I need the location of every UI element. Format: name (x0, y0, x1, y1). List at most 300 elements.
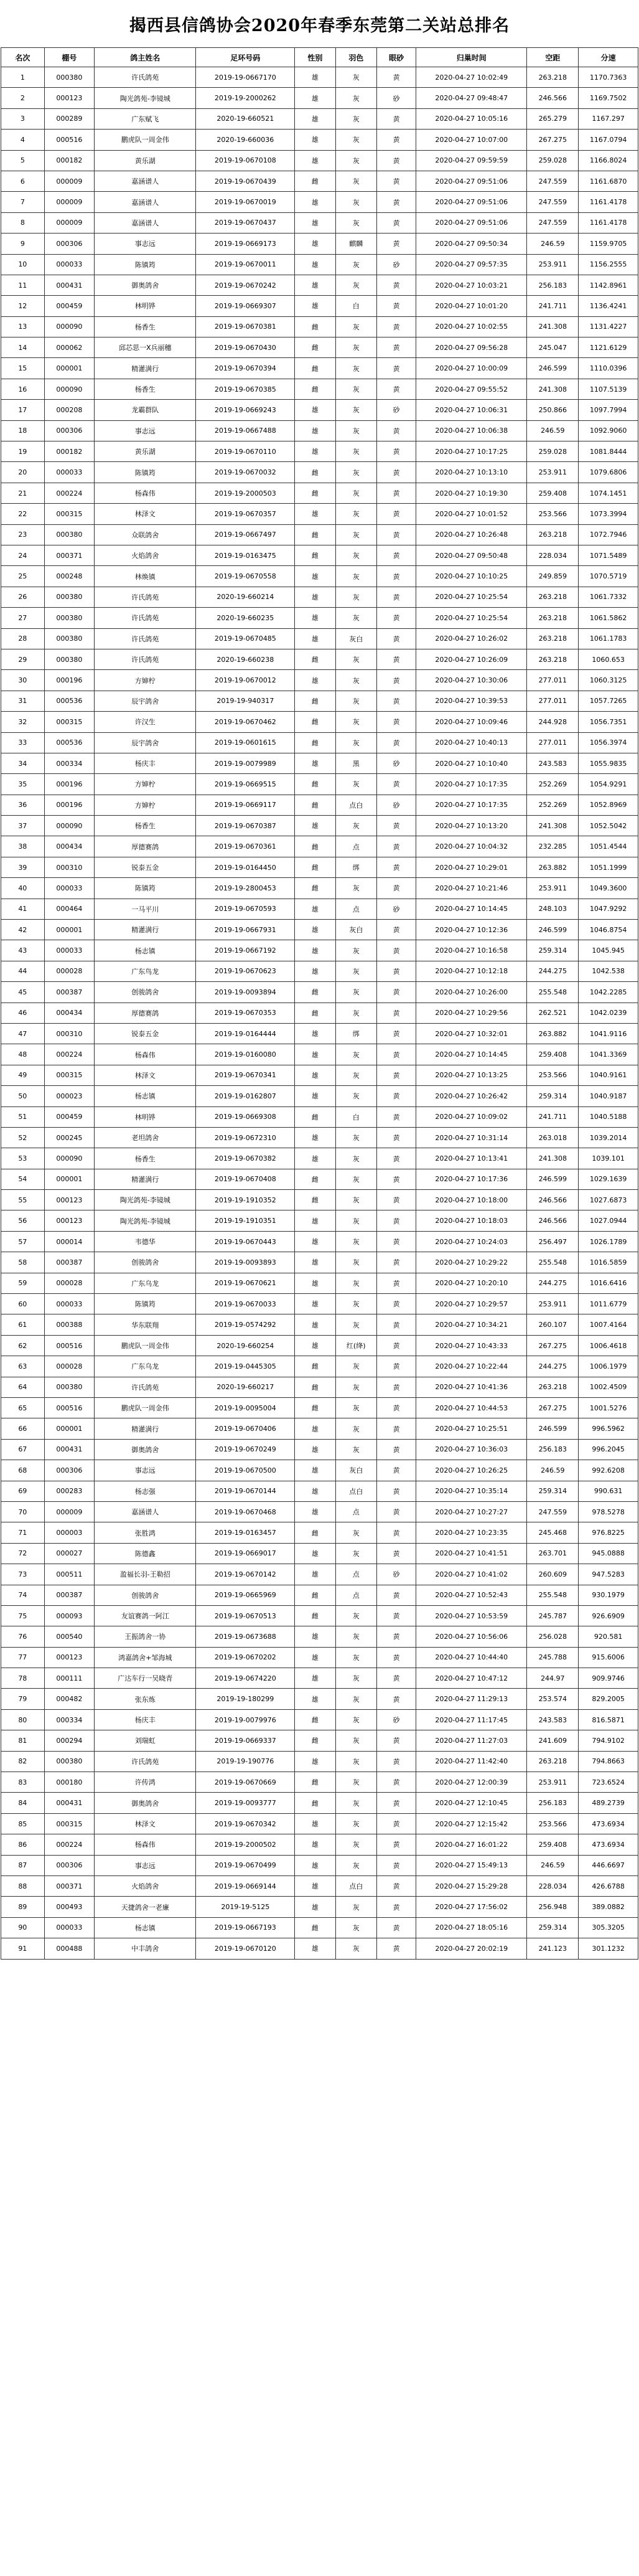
cell-speed: 301.1232 (579, 1938, 638, 1959)
cell-owner: 锐泰五金 (95, 857, 196, 877)
cell-eye: 黄 (376, 1730, 416, 1751)
cell-ring: 2019-19-0670120 (196, 1938, 295, 1959)
cell-owner: 方婶柠 (95, 774, 196, 795)
cell-color: 点 (335, 1585, 376, 1605)
table-row (1, 1252, 638, 1273)
cell-speed: 1161.6870 (579, 171, 638, 191)
cell-arrival: 2020-04-27 10:17:35 (416, 774, 527, 795)
cell-distance: 244.275 (527, 1356, 579, 1377)
cell-arrival: 2020-04-27 10:19:30 (416, 483, 527, 503)
cell-owner: 创骏鸽舍 (95, 982, 196, 1003)
cell-owner: 陶光鸽苑-李镜城 (95, 88, 196, 108)
cell-arrival: 2020-04-27 11:29:13 (416, 1689, 527, 1709)
cell-color: 灰 (335, 587, 376, 607)
table-row (1, 753, 638, 773)
cell-speed: 794.8663 (579, 1751, 638, 1772)
cell-rank: 56 (1, 1210, 45, 1231)
cell-speed: 1041.3369 (579, 1044, 638, 1065)
cell-color: 灰 (335, 1252, 376, 1273)
cell-ring: 2019-19-0670019 (196, 192, 295, 212)
cell-arrival: 2020-04-27 10:16:58 (416, 940, 527, 961)
cell-distance: 263.218 (527, 628, 579, 649)
cell-sex: 雌 (295, 1377, 335, 1397)
table-row (1, 504, 638, 524)
cell-loft: 000516 (44, 130, 95, 150)
cell-eye: 黄 (376, 940, 416, 961)
cell-ring: 2020-19-660254 (196, 1335, 295, 1356)
cell-owner: 创骏鸽舍 (95, 1585, 196, 1605)
cell-eye: 黄 (376, 774, 416, 795)
cell-sex: 雄 (295, 1127, 335, 1148)
cell-distance: 241.308 (527, 1148, 579, 1169)
cell-color: 灰 (335, 1709, 376, 1730)
cell-owner: 一马平川 (95, 899, 196, 919)
cell-loft: 000196 (44, 670, 95, 691)
cell-distance: 263.218 (527, 608, 579, 628)
cell-distance: 253.566 (527, 504, 579, 524)
cell-rank: 62 (1, 1335, 45, 1356)
cell-speed: 1073.3994 (579, 504, 638, 524)
cell-sex: 雄 (295, 275, 335, 295)
cell-color: 灰 (335, 1210, 376, 1231)
table-row (1, 712, 638, 732)
cell-owner: 广东赋飞 (95, 108, 196, 129)
cell-ring: 2019-19-0601615 (196, 732, 295, 753)
cell-ring: 2019-19-0670202 (196, 1647, 295, 1668)
cell-sex: 雄 (295, 441, 335, 462)
cell-loft: 000224 (44, 1044, 95, 1065)
cell-color: 灰 (335, 1605, 376, 1626)
cell-distance: 244.928 (527, 712, 579, 732)
cell-rank: 9 (1, 234, 45, 254)
cell-ring: 2019-19-2800453 (196, 878, 295, 899)
table-row (1, 1751, 638, 1772)
cell-speed: 978.5278 (579, 1501, 638, 1522)
cell-eye: 黄 (376, 1917, 416, 1938)
cell-distance: 263.218 (527, 587, 579, 607)
cell-ring: 2019-19-0669307 (196, 296, 295, 316)
cell-sex: 雄 (295, 1086, 335, 1106)
cell-owner: 华东联翔 (95, 1314, 196, 1335)
cell-color: 灰 (335, 1689, 376, 1709)
cell-ring: 2019-19-0445305 (196, 1356, 295, 1377)
cell-rank: 21 (1, 483, 45, 503)
cell-speed: 1070.5719 (579, 566, 638, 587)
cell-color: 白 (335, 296, 376, 316)
cell-ring: 2019-19-0669117 (196, 795, 295, 815)
cell-distance: 253.911 (527, 1772, 579, 1793)
cell-color: 灰白 (335, 628, 376, 649)
cell-sex: 雄 (295, 1481, 335, 1501)
cell-eye: 砂 (376, 753, 416, 773)
table-row (1, 1169, 638, 1189)
col-color: 羽色 (335, 48, 376, 67)
cell-eye: 黄 (376, 1210, 416, 1231)
table-row (1, 1564, 638, 1585)
cell-speed: 1045.945 (579, 940, 638, 961)
cell-ring: 2019-19-190776 (196, 1751, 295, 1772)
cell-arrival: 2020-04-27 10:52:43 (416, 1585, 527, 1605)
cell-color: 灰 (335, 1418, 376, 1439)
cell-eye: 黄 (376, 130, 416, 150)
cell-rank: 34 (1, 753, 45, 773)
cell-color: 灰 (335, 1003, 376, 1023)
cell-speed: 1110.0396 (579, 358, 638, 379)
cell-sex: 雌 (295, 649, 335, 669)
cell-distance: 250.866 (527, 400, 579, 420)
cell-color: 灰 (335, 545, 376, 565)
cell-distance: 252.269 (527, 774, 579, 795)
cell-rank: 87 (1, 1855, 45, 1875)
table-row (1, 857, 638, 877)
cell-rank: 80 (1, 1709, 45, 1730)
cell-distance: 267.275 (527, 130, 579, 150)
table-row (1, 275, 638, 295)
table-row (1, 1481, 638, 1501)
cell-speed: 723.6524 (579, 1772, 638, 1793)
cell-loft: 000388 (44, 1314, 95, 1335)
cell-speed: 1054.9291 (579, 774, 638, 795)
cell-speed: 945.0888 (579, 1543, 638, 1564)
cell-loft: 000380 (44, 67, 95, 88)
cell-ring: 2019-19-0669173 (196, 234, 295, 254)
cell-arrival: 2020-04-27 10:18:00 (416, 1190, 527, 1210)
cell-distance: 243.583 (527, 1709, 579, 1730)
cell-eye: 黄 (376, 1522, 416, 1543)
cell-rank: 32 (1, 712, 45, 732)
cell-owner: 御奥鸽舍 (95, 1793, 196, 1813)
table-row (1, 1086, 638, 1106)
cell-loft: 000028 (44, 1356, 95, 1377)
cell-arrival: 2020-04-27 10:25:51 (416, 1418, 527, 1439)
cell-loft: 000009 (44, 1501, 95, 1522)
cell-speed: 1040.9161 (579, 1065, 638, 1085)
cell-speed: 1016.6416 (579, 1273, 638, 1293)
cell-sex: 雌 (295, 1169, 335, 1189)
cell-rank: 45 (1, 982, 45, 1003)
table-row (1, 1231, 638, 1252)
cell-distance: 253.566 (527, 1813, 579, 1834)
cell-rank: 23 (1, 524, 45, 545)
cell-color: 灰 (335, 732, 376, 753)
cell-arrival: 2020-04-27 10:27:27 (416, 1501, 527, 1522)
cell-arrival: 2020-04-27 10:56:06 (416, 1626, 527, 1647)
cell-speed: 1169.7502 (579, 88, 638, 108)
table-row (1, 732, 638, 753)
cell-ring: 2019-19-0670242 (196, 275, 295, 295)
cell-owner: 许氏鸽苑 (95, 628, 196, 649)
table-row (1, 1668, 638, 1689)
cell-eye: 黄 (376, 212, 416, 233)
cell-loft: 000540 (44, 1626, 95, 1647)
cell-eye: 黄 (376, 358, 416, 379)
cell-eye: 黄 (376, 275, 416, 295)
table-row (1, 1294, 638, 1314)
cell-eye: 黄 (376, 1273, 416, 1293)
cell-speed: 992.6208 (579, 1460, 638, 1481)
cell-ring: 2020-19-660238 (196, 649, 295, 669)
cell-owner: 许氏鸽苑 (95, 608, 196, 628)
cell-distance: 263.218 (527, 649, 579, 669)
cell-ring: 2019-19-0667193 (196, 1917, 295, 1938)
cell-color: 灰 (335, 483, 376, 503)
cell-speed: 1055.9835 (579, 753, 638, 773)
cell-rank: 58 (1, 1252, 45, 1273)
cell-rank: 10 (1, 254, 45, 275)
cell-ring: 2020-19-660214 (196, 587, 295, 607)
table-body (1, 67, 638, 1960)
cell-loft: 000306 (44, 1855, 95, 1875)
table-row (1, 1689, 638, 1709)
cell-distance: 249.859 (527, 566, 579, 587)
cell-color: 灰 (335, 774, 376, 795)
cell-arrival: 2020-04-27 10:18:03 (416, 1210, 527, 1231)
cell-loft: 000380 (44, 1751, 95, 1772)
table-row (1, 1543, 638, 1564)
table-row (1, 316, 638, 337)
cell-color: 灰 (335, 1668, 376, 1689)
cell-distance: 247.559 (527, 212, 579, 233)
cell-speed: 920.581 (579, 1626, 638, 1647)
cell-sex: 雄 (295, 1834, 335, 1855)
cell-arrival: 2020-04-27 09:48:47 (416, 88, 527, 108)
cell-rank: 78 (1, 1668, 45, 1689)
cell-sex: 雄 (295, 628, 335, 649)
cell-ring: 2019-19-0164450 (196, 857, 295, 877)
cell-sex: 雌 (295, 1730, 335, 1751)
cell-loft: 000371 (44, 1875, 95, 1896)
cell-eye: 黄 (376, 524, 416, 545)
cell-color: 点白 (335, 1875, 376, 1896)
cell-rank: 69 (1, 1481, 45, 1501)
cell-rank: 17 (1, 400, 45, 420)
cell-rank: 61 (1, 1314, 45, 1335)
cell-color: 灰 (335, 712, 376, 732)
cell-distance: 267.275 (527, 1398, 579, 1418)
cell-color: 灰 (335, 462, 376, 483)
cell-rank: 86 (1, 1834, 45, 1855)
table-row (1, 1023, 638, 1044)
cell-ring: 2019-19-0079976 (196, 1709, 295, 1730)
table-row (1, 1106, 638, 1127)
cell-distance: 260.107 (527, 1314, 579, 1335)
cell-distance: 256.028 (527, 1626, 579, 1647)
cell-sex: 雄 (295, 296, 335, 316)
cell-color: 灰 (335, 1148, 376, 1169)
cell-rank: 48 (1, 1044, 45, 1065)
cell-owner: 陶光鸽苑-李镜城 (95, 1210, 196, 1231)
cell-speed: 1056.3974 (579, 732, 638, 753)
table-row (1, 441, 638, 462)
cell-eye: 黄 (376, 836, 416, 857)
cell-distance: 253.566 (527, 1065, 579, 1085)
table-row (1, 774, 638, 795)
cell-color: 灰 (335, 1917, 376, 1938)
table-row (1, 1772, 638, 1793)
cell-eye: 黄 (376, 1793, 416, 1813)
cell-speed: 1074.1451 (579, 483, 638, 503)
cell-distance: 247.559 (527, 171, 579, 191)
cell-sex: 雄 (295, 400, 335, 420)
table-row (1, 130, 638, 150)
cell-sex: 雄 (295, 108, 335, 129)
cell-owner: 杨志镇 (95, 940, 196, 961)
cell-sex: 雌 (295, 1356, 335, 1377)
cell-sex: 雌 (295, 1605, 335, 1626)
cell-speed: 996.5962 (579, 1418, 638, 1439)
cell-rank: 22 (1, 504, 45, 524)
cell-loft: 000516 (44, 1335, 95, 1356)
cell-arrival: 2020-04-27 12:15:42 (416, 1813, 527, 1834)
table-row (1, 1501, 638, 1522)
cell-sex: 雄 (295, 420, 335, 441)
cell-arrival: 2020-04-27 10:39:53 (416, 691, 527, 711)
cell-distance: 241.308 (527, 316, 579, 337)
cell-speed: 1060.653 (579, 649, 638, 669)
cell-owner: 鸿嘉鸽舍+邹海城 (95, 1647, 196, 1668)
cell-distance: 263.218 (527, 67, 579, 88)
cell-distance: 245.468 (527, 1522, 579, 1543)
cell-speed: 1052.8969 (579, 795, 638, 815)
cell-sex: 雌 (295, 379, 335, 399)
cell-arrival: 2020-04-27 10:23:35 (416, 1522, 527, 1543)
cell-sex: 雄 (295, 1294, 335, 1314)
cell-speed: 990.631 (579, 1481, 638, 1501)
cell-arrival: 2020-04-27 10:24:03 (416, 1231, 527, 1252)
cell-speed: 915.6006 (579, 1647, 638, 1668)
cell-color: 灰 (335, 1897, 376, 1917)
cell-arrival: 2020-04-27 09:51:06 (416, 192, 527, 212)
table-row (1, 1813, 638, 1834)
cell-sex: 雄 (295, 1148, 335, 1169)
table-row (1, 296, 638, 316)
cell-owner: 林焕镇 (95, 566, 196, 587)
cell-ring: 2019-19-0670110 (196, 441, 295, 462)
cell-arrival: 2020-04-27 17:56:02 (416, 1897, 527, 1917)
cell-distance: 263.882 (527, 857, 579, 877)
cell-sex: 雄 (295, 1460, 335, 1481)
cell-arrival: 2020-04-27 10:29:57 (416, 1294, 527, 1314)
cell-rank: 66 (1, 1418, 45, 1439)
cell-distance: 228.034 (527, 545, 579, 565)
cell-eye: 黄 (376, 1003, 416, 1023)
cell-arrival: 2020-04-27 10:44:40 (416, 1647, 527, 1668)
table-row (1, 1834, 638, 1855)
cell-sex: 雄 (295, 1252, 335, 1273)
cell-arrival: 2020-04-27 10:13:10 (416, 462, 527, 483)
cell-rank: 55 (1, 1190, 45, 1210)
cell-distance: 246.599 (527, 1169, 579, 1189)
cell-color: 灰 (335, 1522, 376, 1543)
cell-loft: 000090 (44, 1148, 95, 1169)
col-speed: 分速 (579, 48, 638, 67)
table-row (1, 234, 638, 254)
cell-eye: 黄 (376, 691, 416, 711)
table-row (1, 691, 638, 711)
table-row (1, 1439, 638, 1460)
cell-arrival: 2020-04-27 10:02:55 (416, 316, 527, 337)
cell-loft: 000009 (44, 192, 95, 212)
page-title: 揭西县信鸽协会2020年春季东莞第二关站总排名 (129, 16, 510, 35)
cell-rank: 41 (1, 899, 45, 919)
table-row (1, 212, 638, 233)
cell-distance: 259.028 (527, 441, 579, 462)
cell-color: 灰 (335, 878, 376, 899)
cell-sex: 雄 (295, 816, 335, 836)
cell-color: 灰 (335, 441, 376, 462)
cell-color: 灰 (335, 691, 376, 711)
cell-sex: 雄 (295, 899, 335, 919)
cell-loft: 000493 (44, 1897, 95, 1917)
cell-color: 灰 (335, 649, 376, 669)
cell-loft: 000387 (44, 1252, 95, 1273)
cell-distance: 246.59 (527, 1460, 579, 1481)
cell-speed: 446.6697 (579, 1855, 638, 1875)
cell-eye: 砂 (376, 254, 416, 275)
cell-speed: 1166.8024 (579, 150, 638, 171)
cell-arrival: 2020-04-27 15:49:13 (416, 1855, 527, 1875)
cell-speed: 1167.297 (579, 108, 638, 129)
cell-loft: 000283 (44, 1481, 95, 1501)
cell-distance: 263.018 (527, 1127, 579, 1148)
table-row (1, 1709, 638, 1730)
cell-sex: 雄 (295, 920, 335, 940)
cell-eye: 黄 (376, 816, 416, 836)
cell-color: 灰 (335, 358, 376, 379)
cell-loft: 000315 (44, 1065, 95, 1085)
cell-eye: 黄 (376, 1044, 416, 1065)
cell-sex: 雄 (295, 1813, 335, 1834)
cell-eye: 黄 (376, 857, 416, 877)
cell-ring: 2019-19-0670468 (196, 1501, 295, 1522)
cell-arrival: 2020-04-27 09:56:28 (416, 337, 527, 358)
cell-speed: 930.1979 (579, 1585, 638, 1605)
cell-rank: 44 (1, 961, 45, 981)
cell-eye: 黄 (376, 1065, 416, 1085)
cell-color: 灰 (335, 1834, 376, 1855)
cell-sex: 雄 (295, 753, 335, 773)
cell-rank: 37 (1, 816, 45, 836)
cell-loft: 000380 (44, 587, 95, 607)
cell-color: 红(绛) (335, 1335, 376, 1356)
cell-ring: 2019-19-0670249 (196, 1439, 295, 1460)
table-row (1, 1793, 638, 1813)
cell-owner: 许氏鸽苑 (95, 1377, 196, 1397)
cell-speed: 1156.2555 (579, 254, 638, 275)
cell-owner: 许氏鸽苑 (95, 67, 196, 88)
cell-rank: 77 (1, 1647, 45, 1668)
cell-owner: 嘉涵谱人 (95, 171, 196, 191)
cell-eye: 黄 (376, 1647, 416, 1668)
cell-speed: 909.9746 (579, 1668, 638, 1689)
table-row (1, 940, 638, 961)
cell-loft: 000014 (44, 1231, 95, 1252)
cell-rank: 70 (1, 1501, 45, 1522)
cell-owner: 杨森伟 (95, 483, 196, 503)
cell-owner: 林泽文 (95, 1813, 196, 1834)
cell-sex: 雄 (295, 1273, 335, 1293)
table-row (1, 1356, 638, 1377)
cell-speed: 1136.4241 (579, 296, 638, 316)
cell-color: 点 (335, 899, 376, 919)
cell-owner: 辰宇鸽舍 (95, 691, 196, 711)
col-distance: 空距 (527, 48, 579, 67)
cell-eye: 黄 (376, 712, 416, 732)
cell-eye: 黄 (376, 1605, 416, 1626)
cell-sex: 雄 (295, 1439, 335, 1460)
cell-arrival: 2020-04-27 10:05:16 (416, 108, 527, 129)
cell-owner: 刘瑞虹 (95, 1730, 196, 1751)
